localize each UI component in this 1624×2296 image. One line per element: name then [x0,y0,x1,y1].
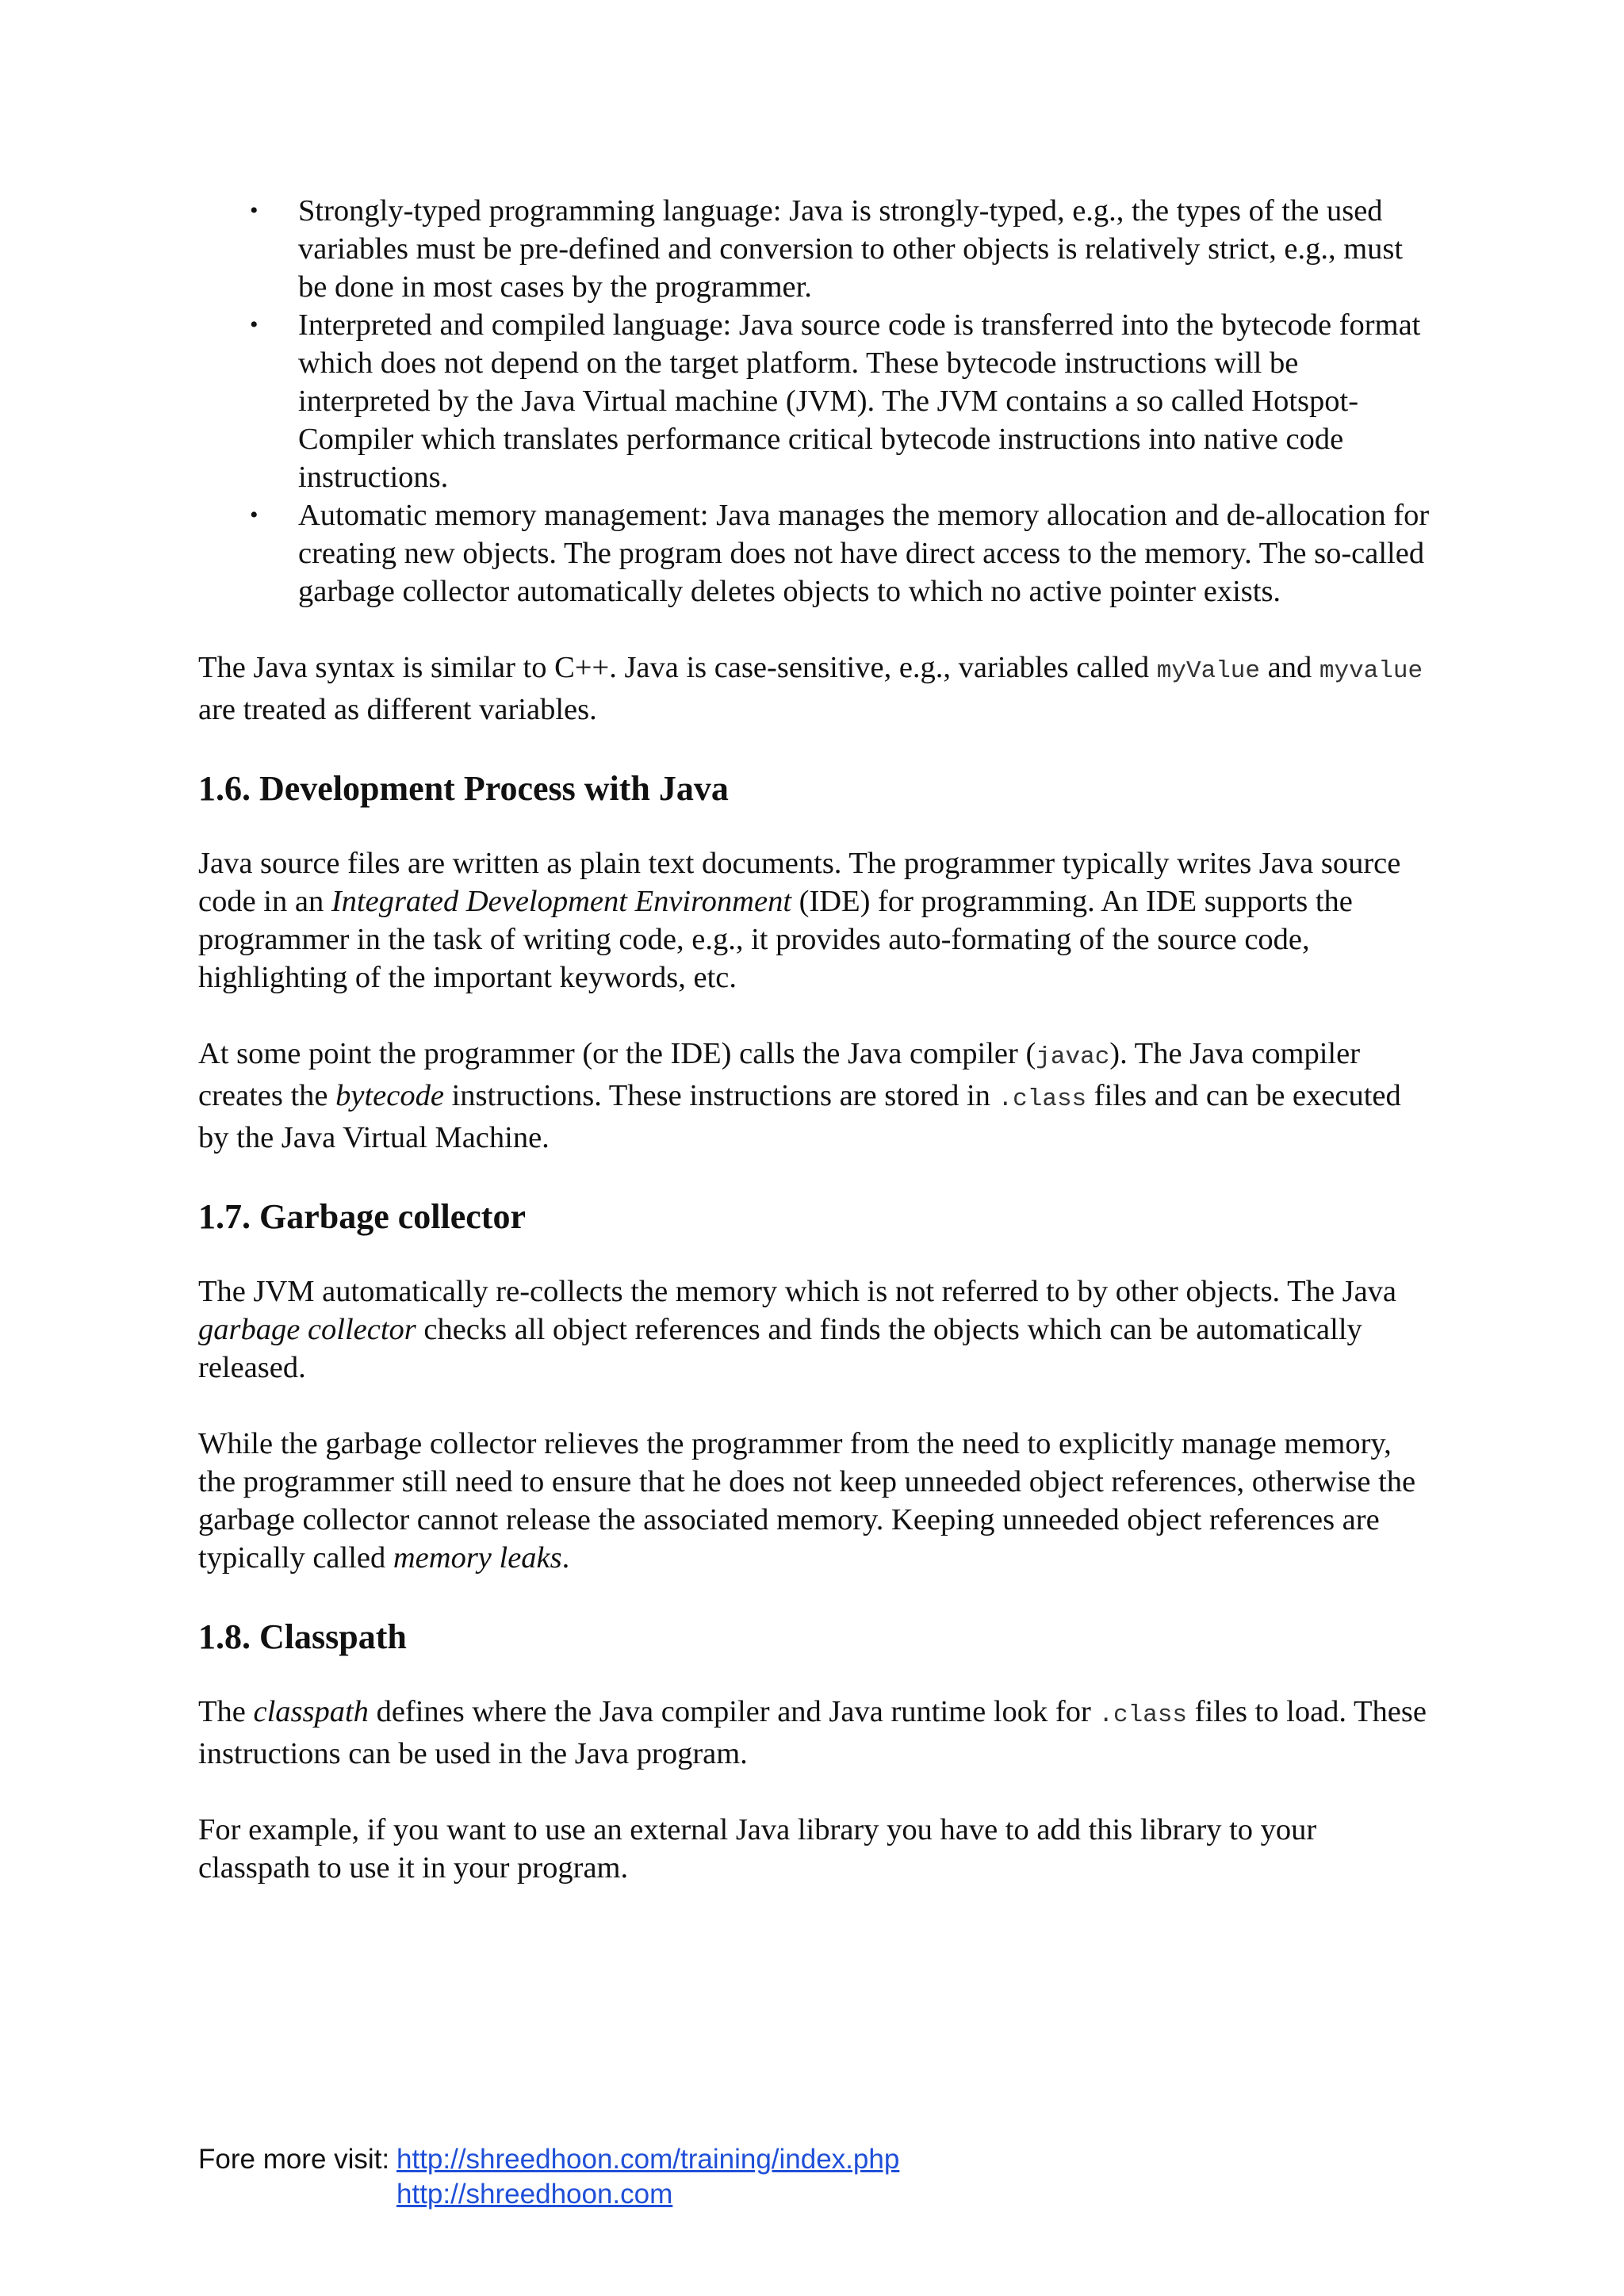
text-span: are treated as different variables. [198,693,597,726]
text-span: . [561,1541,570,1575]
footer-row [198,2142,899,2177]
text-span: and [1260,651,1320,684]
section-heading-classpath: 1.8. Classpath [198,1617,407,1656]
bullet-text: Interpreted and compiled language: Java source code is transferred into the bytecode format which does not depend on the target platform. These bytecode instructions will be interpreted by the Java Virtual machine (JVM). The JVM contains a so called Hotspot-Compiler which translates performance critical bytecode instructions into native code instructions. [298,308,1421,494]
text-span: ). The Java compiler creates the [198,1037,1361,1112]
text-span: The JVM automatically re-collects the memory which is not referred to by other objects. The Java [198,1275,1396,1308]
text-span: checks all object references and finds the objects which can be automatically released. [198,1313,1362,1384]
bullet-icon: • [250,312,259,338]
page-content [198,192,1435,1887]
page-footer [198,2142,899,2212]
text-span: instructions. These instructions are stored in [443,1079,998,1112]
list-item [198,192,1435,306]
bullet-icon: • [250,502,259,528]
text-span: At some point the programmer (or the IDE) calls the Java compiler ( [198,1037,1036,1070]
development-paragraph-1 [198,844,1435,997]
footer-row [198,2177,899,2212]
section-heading-garbage-collector: 1.7. Garbage collector [198,1197,526,1236]
footer-label: Fore more visit: [198,2144,390,2175]
list-item [198,496,1435,610]
text-span: The [198,1695,254,1728]
feature-bullet-list [198,192,1435,610]
emphasis-text: classpath [253,1695,369,1728]
text-span: The Java syntax is similar to C++. Java is case-sensitive, e.g., variables called [198,651,1157,684]
footer-link-home[interactable]: http://shreedhoon.com [396,2179,673,2210]
classpath-paragraph-2: For example, if you want to use an external Java library you have to add this library to your classpath to use it in your program. [198,1813,1317,1885]
bullet-text: Automatic memory management: Java manages the memory allocation and de-allocation for creating new objects. The program does not have direct access to the memory. The so-called garbage collector automatically deletes objects to which no active pointer exists. [298,499,1430,608]
emphasis-text: bytecode [335,1079,444,1112]
inline-code: myvalue [1319,657,1423,685]
bullet-icon: • [250,197,259,224]
text-span: While the garbage collector relieves the programmer from the need to explicitly manage memory, the programmer still need to ensure that he does not keep unneeded object references, otherwise the garbage collector cannot release the associated memory. Keeping unneeded object references are typically called [198,1427,1416,1575]
footer-link-training[interactable]: http://shreedhoon.com/training/index.php [396,2144,900,2175]
inline-code: .class [998,1085,1087,1113]
garbage-paragraph-1 [198,1272,1435,1387]
list-item [198,306,1435,496]
development-paragraph-2 [198,1035,1435,1157]
emphasis-text: memory leaks [393,1541,562,1575]
footer-label-spacer [198,2177,396,2212]
garbage-paragraph-2 [198,1425,1435,1577]
section-heading-development-process: 1.6. Development Process with Java [198,769,729,808]
emphasis-text: garbage collector [198,1313,416,1346]
text-span: (IDE) for programming. An IDE supports the programmer in the task of writing code, e.g., it provides auto-formating of the source code, highlighting of the important keywords, etc. [198,885,1353,994]
text-span: Java source files are written as plain text documents. The programmer typically writes Java source code in an [198,847,1401,918]
text-span: defines where the Java compiler and Java runtime look for [368,1695,1099,1728]
emphasis-text: Integrated Development Environment [331,885,792,918]
bullet-text: Strongly-typed programming language: Java is strongly-typed, e.g., the types of the used variables must be pre-defined and conversion to other objects is relatively strict, e.g., must be done in most cases by the programmer. [298,194,1404,304]
text-span: files and can be executed by the Java Virtual Machine. [198,1079,1401,1154]
text-span: files to load. These instructions can be used in the Java program. [198,1695,1427,1770]
inline-code: myValue [1156,657,1261,685]
syntax-paragraph [198,649,1435,729]
inline-code: javac [1036,1043,1110,1071]
classpath-paragraph-1 [198,1693,1435,1773]
inline-code: .class [1098,1701,1188,1729]
